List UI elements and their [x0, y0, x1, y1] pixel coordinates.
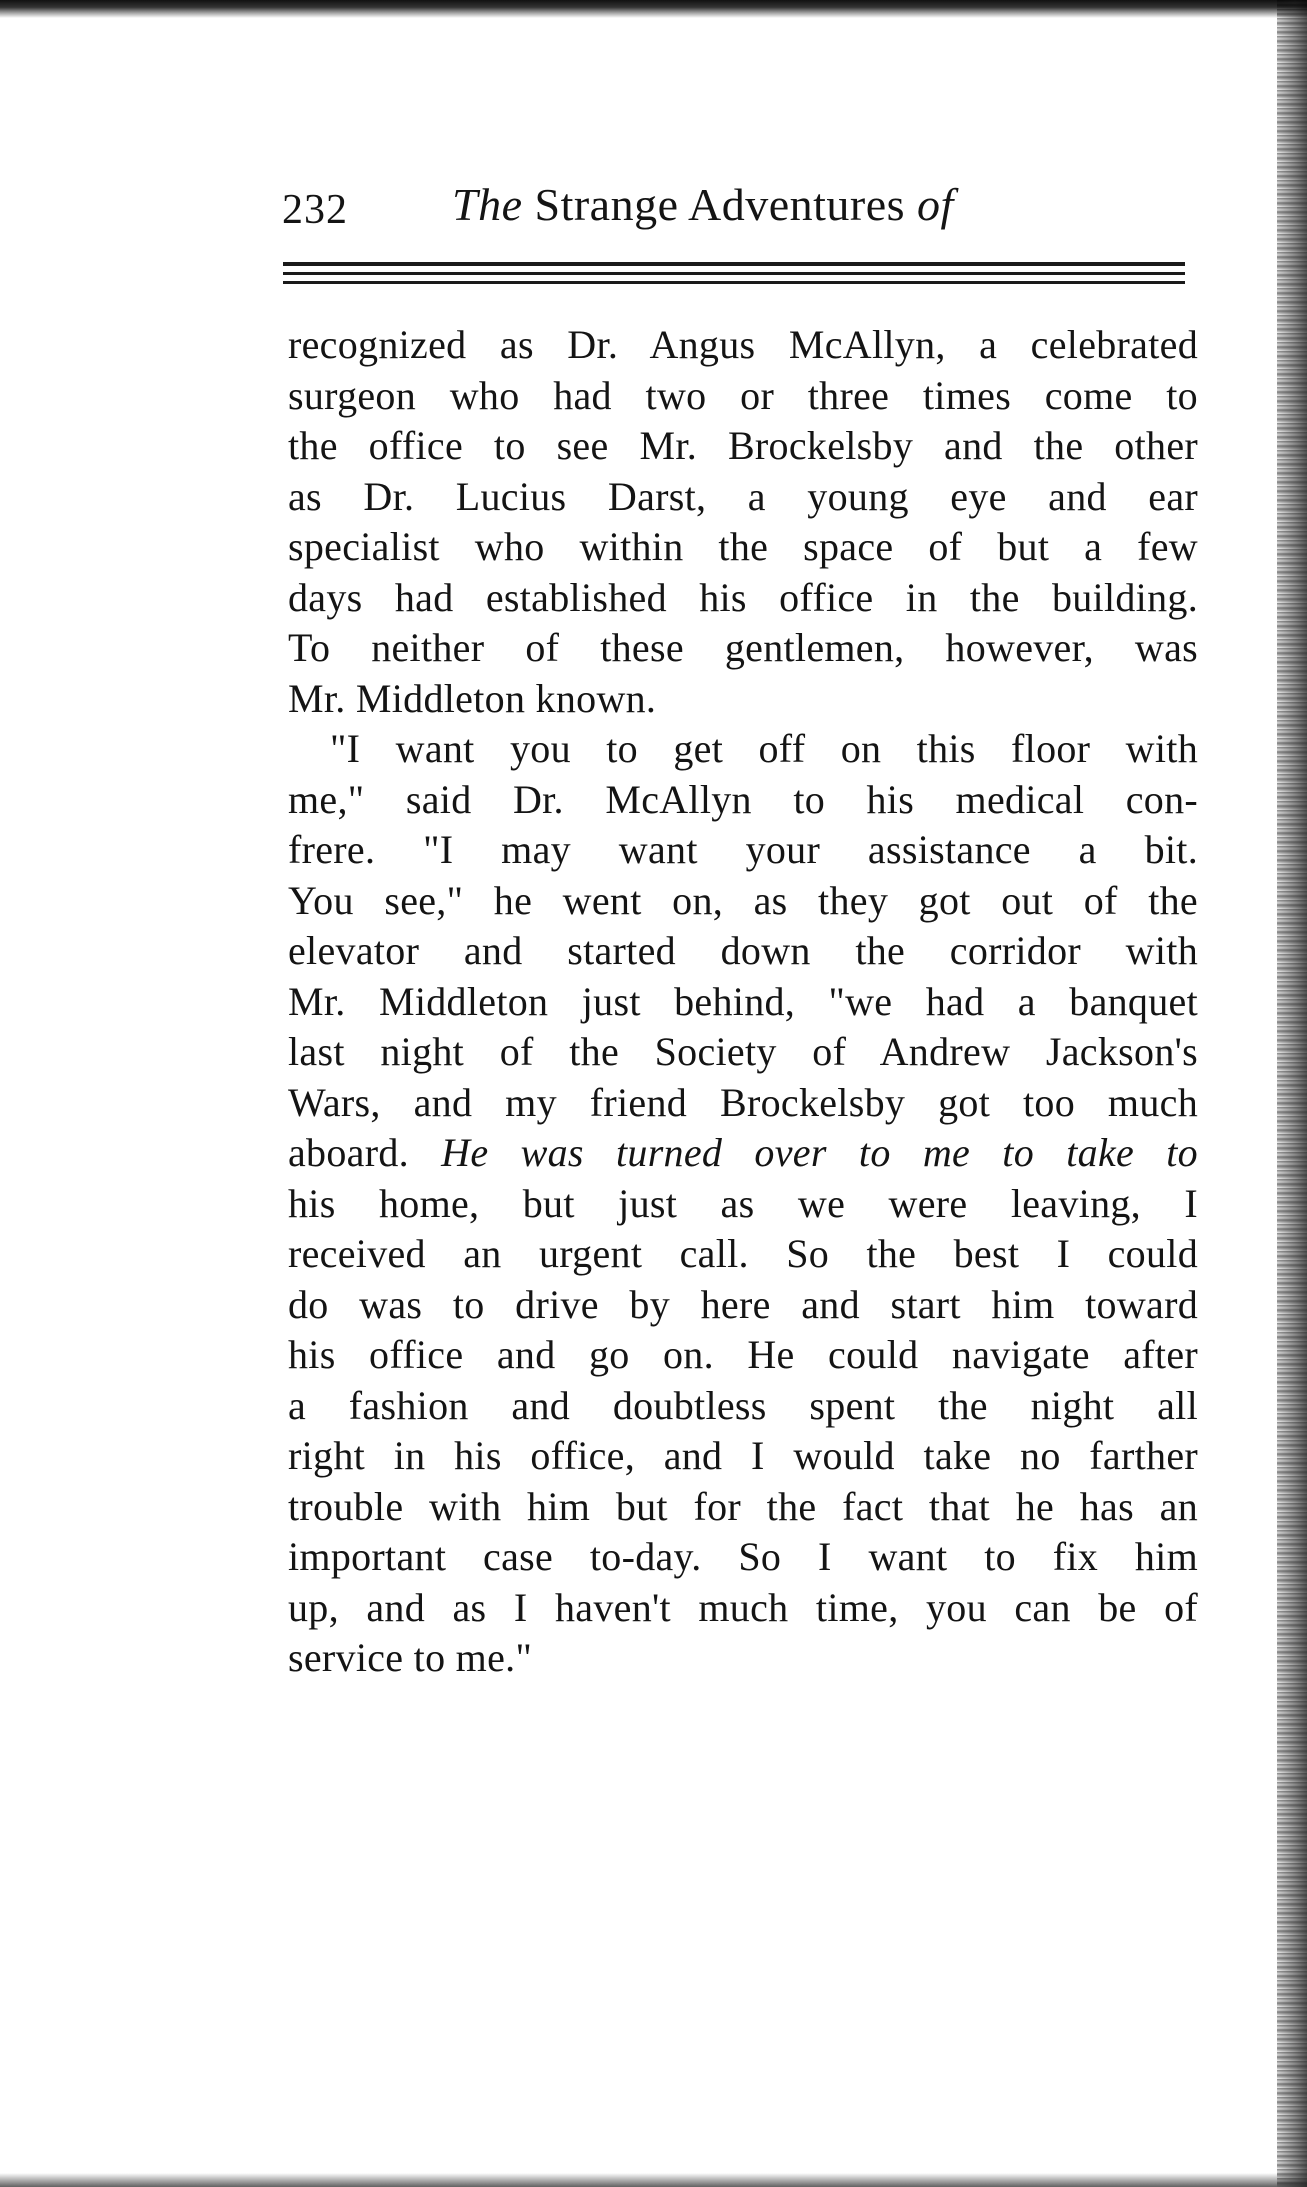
body-text	[288, 320, 1198, 1684]
text-line: do was to drive by here and start him toward	[288, 1281, 1198, 1327]
text-line-mixed	[288, 1128, 1198, 1179]
text-line: To neither of these gentlemen, however, was	[288, 625, 1198, 670]
running-header	[282, 172, 1182, 242]
text-line: a fashion and doubtless spent the night all	[288, 1382, 1198, 1428]
scan-edge-right	[1277, 0, 1307, 2187]
text-segment-italic: He was turned over to me to take to	[441, 1130, 1198, 1175]
text-line: surgeon who had two or three times come to	[288, 372, 1198, 418]
header-rule-bottom	[283, 281, 1185, 284]
text-line: Mr. Middleton known.	[288, 675, 657, 721]
scan-edge-top	[0, 0, 1307, 18]
text-line: Mr. Middleton just behind, "we had a banquet	[288, 978, 1198, 1024]
running-title-of: of	[917, 179, 954, 230]
text-line: frere. "I may want your assistance a bit.	[288, 827, 1198, 872]
text-line: up, and as I haven't much time, you can be of	[288, 1584, 1198, 1630]
text-line: trouble with him but for the fact that he has an	[288, 1483, 1198, 1529]
running-title	[452, 178, 954, 231]
text-line: days had established his office in the building.	[288, 574, 1198, 620]
text-line: as Dr. Lucius Darst, a young eye and ear	[288, 473, 1198, 519]
text-line: his office and go on. He could navigate after	[288, 1332, 1198, 1377]
text-line: important case to-day. So I want to fix him	[288, 1534, 1198, 1579]
text-line: his home, but just as we were leaving, I	[288, 1180, 1198, 1226]
text-line: You see," he went on, as they got out of the	[288, 877, 1198, 923]
scan-edge-bottom	[0, 2173, 1307, 2187]
text-line: last night of the Society of Andrew Jackson's	[288, 1029, 1198, 1074]
text-segment-roman: aboard.	[288, 1130, 409, 1175]
text-line: me," said Dr. McAllyn to his medical con-	[288, 776, 1198, 822]
text-line: recognized as Dr. Angus McAllyn, a celebrated	[288, 322, 1198, 367]
running-title-the: The	[452, 179, 523, 230]
header-rule-middle	[283, 272, 1185, 275]
text-line: Wars, and my friend Brockelsby got too much	[288, 1079, 1198, 1125]
text-line: "I want you to get off on this floor with	[330, 726, 1198, 771]
text-line: received an urgent call. So the best I could	[288, 1231, 1198, 1276]
text-line: right in his office, and I would take no farther	[288, 1433, 1198, 1478]
page-number: 232	[282, 187, 348, 233]
text-line: elevator and started down the corridor with	[288, 928, 1198, 973]
running-title-main: Strange Adventures	[534, 179, 906, 230]
text-line: the office to see Mr. Brockelsby and the other	[288, 423, 1198, 468]
text-line: specialist who within the space of but a few	[288, 524, 1198, 569]
header-rule-top	[283, 262, 1185, 266]
text-line: service to me."	[288, 1635, 533, 1680]
